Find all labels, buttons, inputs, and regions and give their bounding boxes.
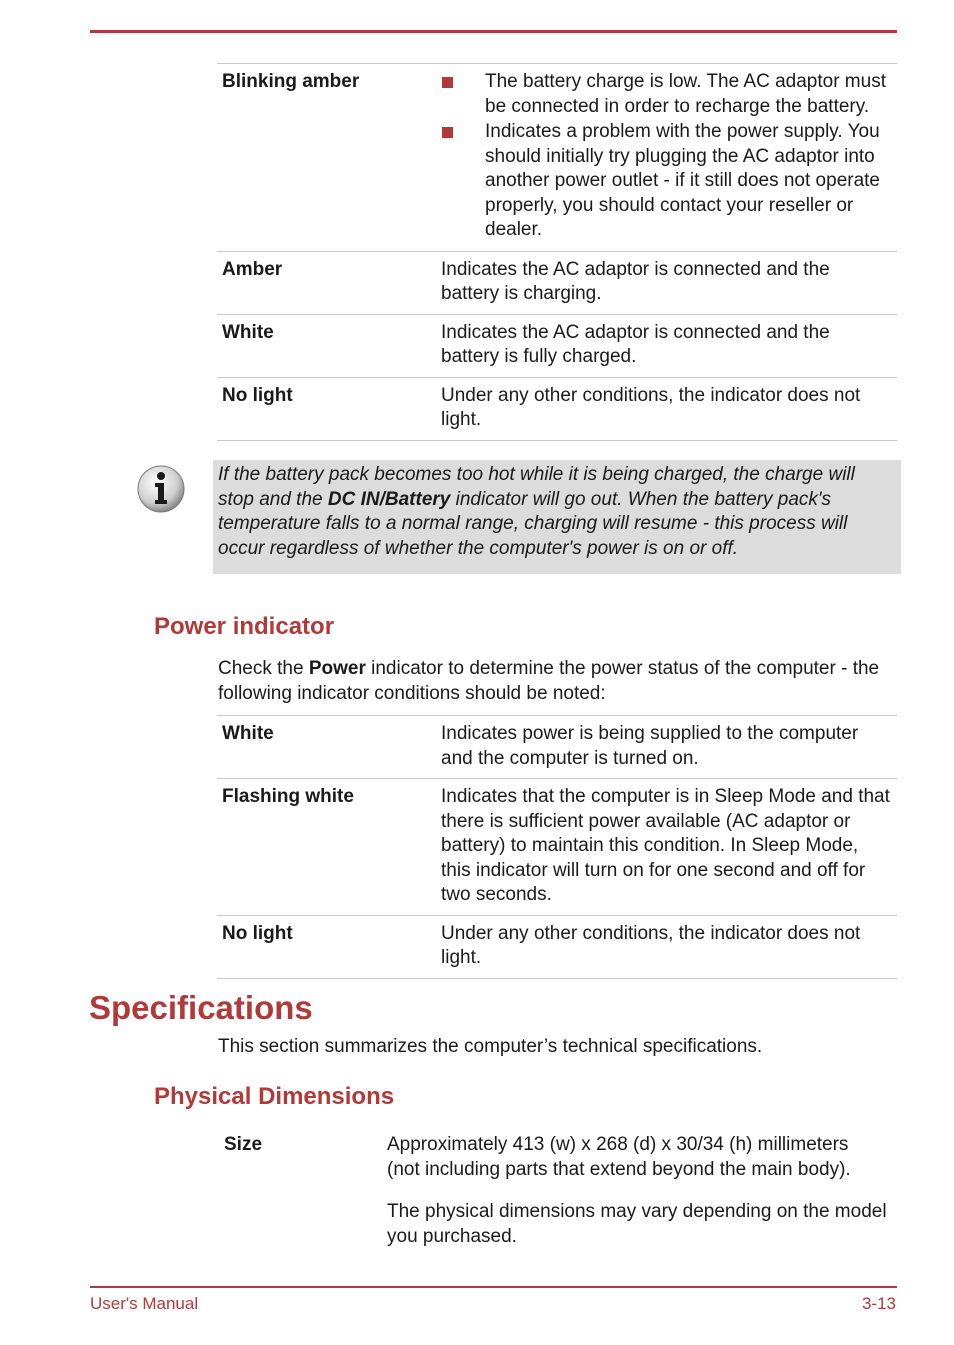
size-line: Approximately 413 (w) x 268 (d) x 30/34 (h) millimeters [387, 1134, 849, 1155]
footer-page-number: 3-13 [861, 1294, 896, 1313]
info-icon [136, 464, 186, 514]
row-term: No light [222, 922, 293, 944]
table-row [217, 779, 897, 916]
row-term: White [222, 321, 274, 343]
note-text-bold: DC IN/Battery [327, 488, 451, 510]
row-term: Flashing white [222, 786, 354, 807]
row-desc: Under any other conditions, the indicator does not light. [441, 384, 861, 430]
power-indicator-table [217, 715, 897, 979]
bullet-text: The battery charge is low. The AC adaptor must be connected in order to recharge the battery. [485, 71, 886, 117]
section-heading-power-indicator: Power indicator [154, 613, 335, 640]
chapter-heading-specifications: Specifications [89, 989, 313, 1026]
note-text-after: indicator will go out. When the battery pack's temperature falls to a normal range, charging will resume - this process will occur regardless of whether the computer's power is on or off. [218, 488, 848, 559]
top-rule [90, 30, 897, 33]
bottom-rule [90, 1286, 897, 1288]
table-row [217, 916, 897, 979]
row-desc [441, 70, 897, 244]
list-item [441, 120, 891, 243]
size-line: (not including parts that extend beyond the main body). [387, 1158, 851, 1180]
row-desc: Indicates that the computer is in Sleep Mode and that there is sufficient power available (AC adaptor or battery) to maintain this condition. In Sleep Mode, this indicator will turn on for one second and off for two seconds. [441, 786, 890, 905]
size-values [387, 1133, 897, 1267]
table-row [217, 64, 897, 252]
list-item [441, 70, 891, 119]
intro-text-after: indicator to determine the power status of the computer - the following indicator conditions should be noted: [218, 658, 880, 704]
row-term: No light [222, 384, 293, 406]
row-desc: Indicates the AC adaptor is connected and the battery is charging. [441, 258, 830, 304]
power-indicator-intro [218, 657, 898, 706]
intro-text-bold: Power [308, 658, 366, 679]
section-heading-physical-dimensions: Physical Dimensions [154, 1083, 395, 1110]
table-row [217, 378, 897, 441]
battery-indicator-table [217, 63, 897, 441]
intro-text-before: Check the [218, 658, 309, 679]
table-row [217, 252, 897, 315]
row-term: Blinking amber [222, 71, 360, 92]
bullet-square-icon [442, 127, 453, 138]
table-row [217, 716, 897, 779]
note-box [213, 460, 901, 574]
table-row [217, 315, 897, 378]
row-desc: Indicates the AC adaptor is connected and the battery is fully charged. [441, 321, 830, 367]
row-desc: Under any other conditions, the indicator does not light. [441, 922, 861, 968]
size-line: The physical dimensions may vary depending on the model you purchased. [387, 1201, 887, 1247]
footer-manual-title: User's Manual [90, 1294, 199, 1313]
specifications-intro: This section summarizes the computer’s technical specifications. [218, 1036, 763, 1057]
note-text-before: If the battery pack becomes too hot while it is being charged, the charge will stop and the [218, 464, 855, 510]
size-label: Size [224, 1134, 263, 1155]
row-desc: Indicates power is being supplied to the computer and the computer is turned on. [441, 723, 859, 769]
bullet-text: Indicates a problem with the power supply. You should initially try plugging the AC adaptor into another power outlet - if it still does not operate properly, you should contact your reseller or dealer. [485, 121, 881, 240]
row-term: Amber [222, 258, 283, 280]
row-term: White [222, 723, 274, 744]
bullet-square-icon [442, 77, 453, 88]
